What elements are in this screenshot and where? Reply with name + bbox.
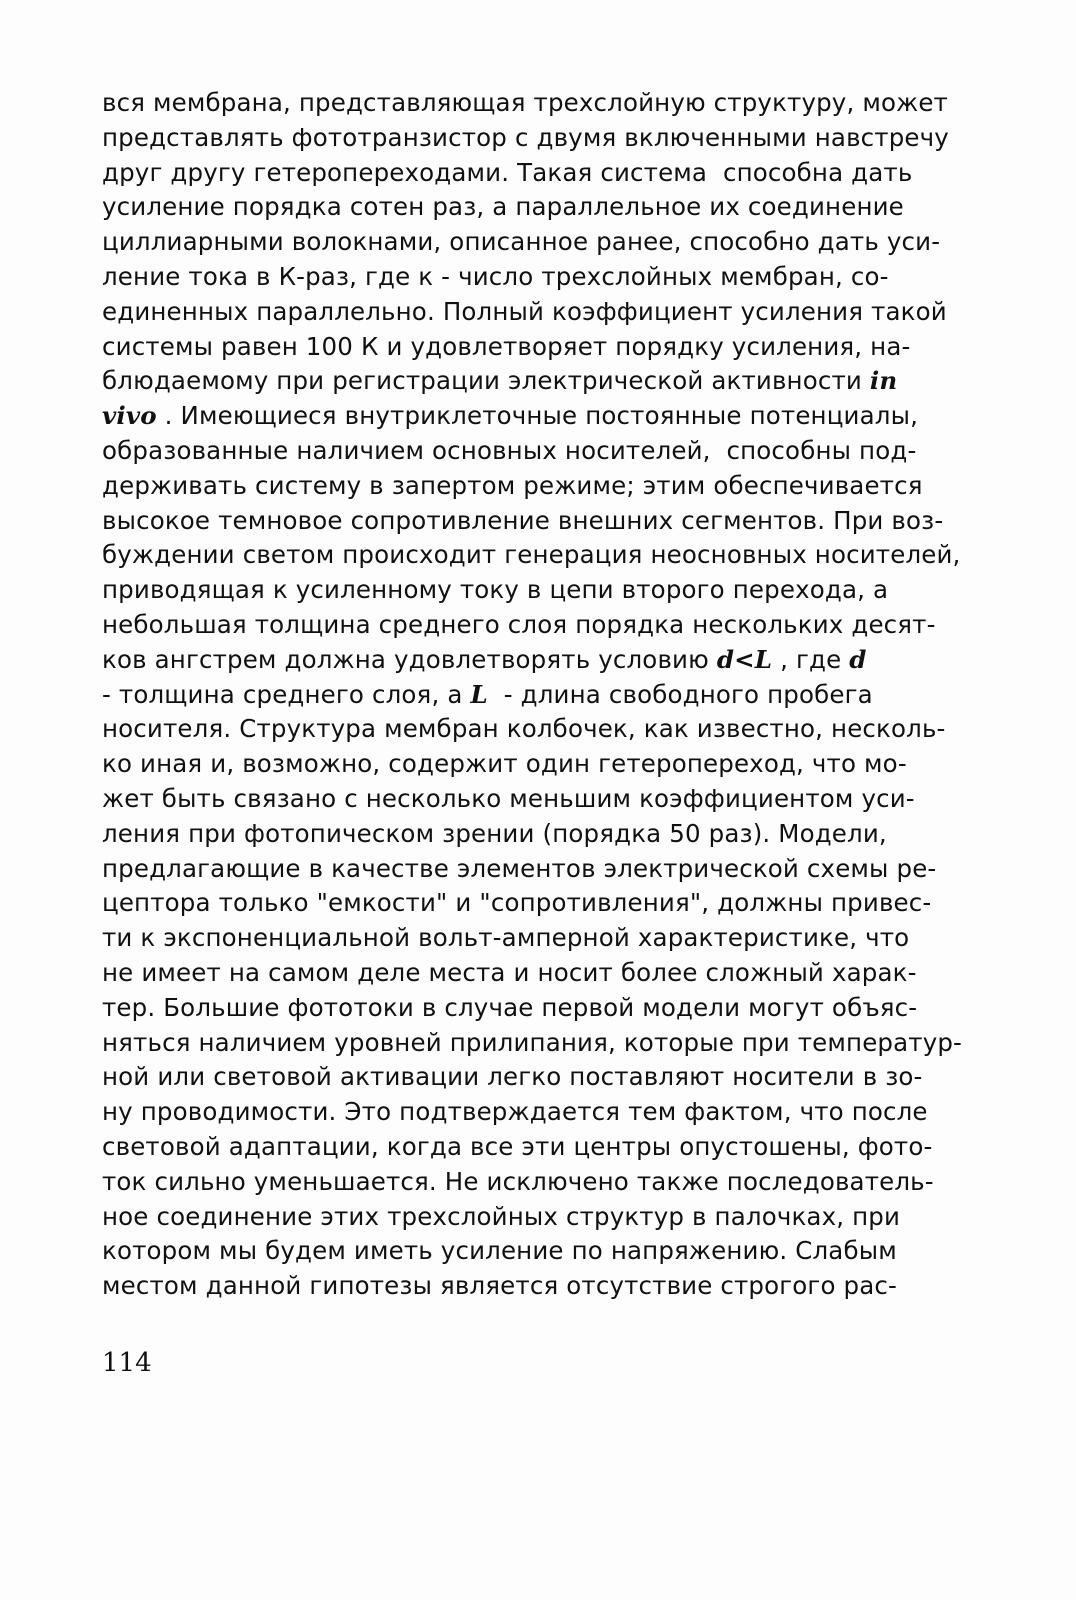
in-word: in [869, 366, 898, 396]
text-line-9-body: блюдаемому при регистрации электрической активности [102, 366, 870, 396]
text-line-18 [102, 678, 1062, 713]
text-line-2: представлять фототранзистор с двумя включенными навстречу [102, 122, 949, 152]
text-line-12: держивать систему в запертом режиме; этим обеспечивается [102, 470, 923, 500]
formula-d-lt-l: d<L [716, 644, 773, 674]
text-line-30: ну проводимости. Это подтверждается тем фактом, что после [102, 1097, 928, 1127]
page-number: 114 [102, 1348, 152, 1378]
text-line-17-body: ков ангстрем должна удовлетворять условию [102, 644, 717, 674]
text-line-34: котором мы будем иметь усиление по напряжению. Слабым [102, 1236, 897, 1266]
text-line-26: не имеет на самом деле места и носит более сложный харак- [102, 957, 917, 987]
text-line-31: световой адаптации, когда все эти центры опустошены, фото- [102, 1131, 933, 1161]
text-line-9 [102, 364, 1062, 399]
text-line-35: местом данной гипотезы является отсутствие строгого рас- [102, 1271, 898, 1301]
text-line-4: усиление порядка сотен раз, а параллельное их соединение [102, 192, 904, 222]
formula-tail: , где [772, 644, 850, 674]
text-line-16: небольшая толщина среднего слоя порядка нескольких десят- [102, 609, 936, 639]
text-line-6: ление тока в К-раз, где к - число трехслойных мембран, со- [102, 261, 889, 291]
text-line-23: предлагающие в качестве элементов электрической схемы ре- [102, 853, 937, 883]
text-line-22: ления при фотопическом зрении (порядка 50 раз). Модели, [102, 818, 887, 848]
text-line-21: жет быть связано с несколько меньшим коэффициентом уси- [102, 783, 915, 813]
text-line-19: носителя. Структура мембран колбочек, как известно, несколь- [102, 714, 946, 744]
text-line-7: единенных параллельно. Полный коэффициент усиления такой [102, 296, 947, 326]
vivo-word: vivo [102, 401, 157, 431]
text-line-8: системы равен 100 К и удовлетворяет порядку усиления, на- [102, 331, 911, 361]
l-tail: - длина свободного пробега [487, 679, 873, 709]
text-line-18-body: - толщина среднего слоя, а [102, 679, 471, 709]
text-line-11: образованные наличием основных носителей, способны под- [102, 435, 917, 465]
text-line-27: тер. Большие фототоки в случае первой модели могут объяс- [102, 992, 918, 1022]
text-line-32: ток сильно уменьшается. Не исключено также последователь- [102, 1166, 934, 1196]
text-line-3: друг другу гетеропереходами. Такая система способна дать [102, 157, 913, 187]
body-text [102, 86, 1062, 1304]
l-symbol: L [470, 679, 488, 709]
text-line-15: приводящая к усиленному току в цепи второго перехода, а [102, 575, 889, 605]
text-line-33: ное соединение этих трехслойных структур в палочках, при [102, 1201, 901, 1231]
text-line-24: цептора только "емкости" и "сопротивления", должны привес- [102, 888, 932, 918]
text-line-1: вся мембрана, представляющая трехслойную структуру, может [102, 88, 948, 117]
text-line-14: буждении светом происходит генерация неосновных носителей, [102, 540, 961, 570]
d-symbol: d [849, 644, 867, 674]
text-line-13: высокое темновое сопротивление внешних сегментов. При воз- [102, 505, 944, 535]
text-line-29: ной или световой активации легко поставляют носители в зо- [102, 1062, 923, 1092]
text-line-20: ко иная и, возможно, содержит один гетеропереход, что мо- [102, 749, 907, 779]
text-line-25: ти к экспоненциальной вольт-амперной характеристике, что [102, 923, 910, 953]
text-line-17 [102, 643, 1062, 678]
text-line-10-body: . Имеющиеся внутриклеточные постоянные потенциалы, [156, 401, 919, 431]
text-line-10 [102, 399, 1062, 434]
text-line-28: няться наличием уровней прилипания, которые при температур- [102, 1027, 963, 1057]
text-line-5: циллиарными волокнами, описанное ранее, способно дать уси- [102, 227, 941, 257]
